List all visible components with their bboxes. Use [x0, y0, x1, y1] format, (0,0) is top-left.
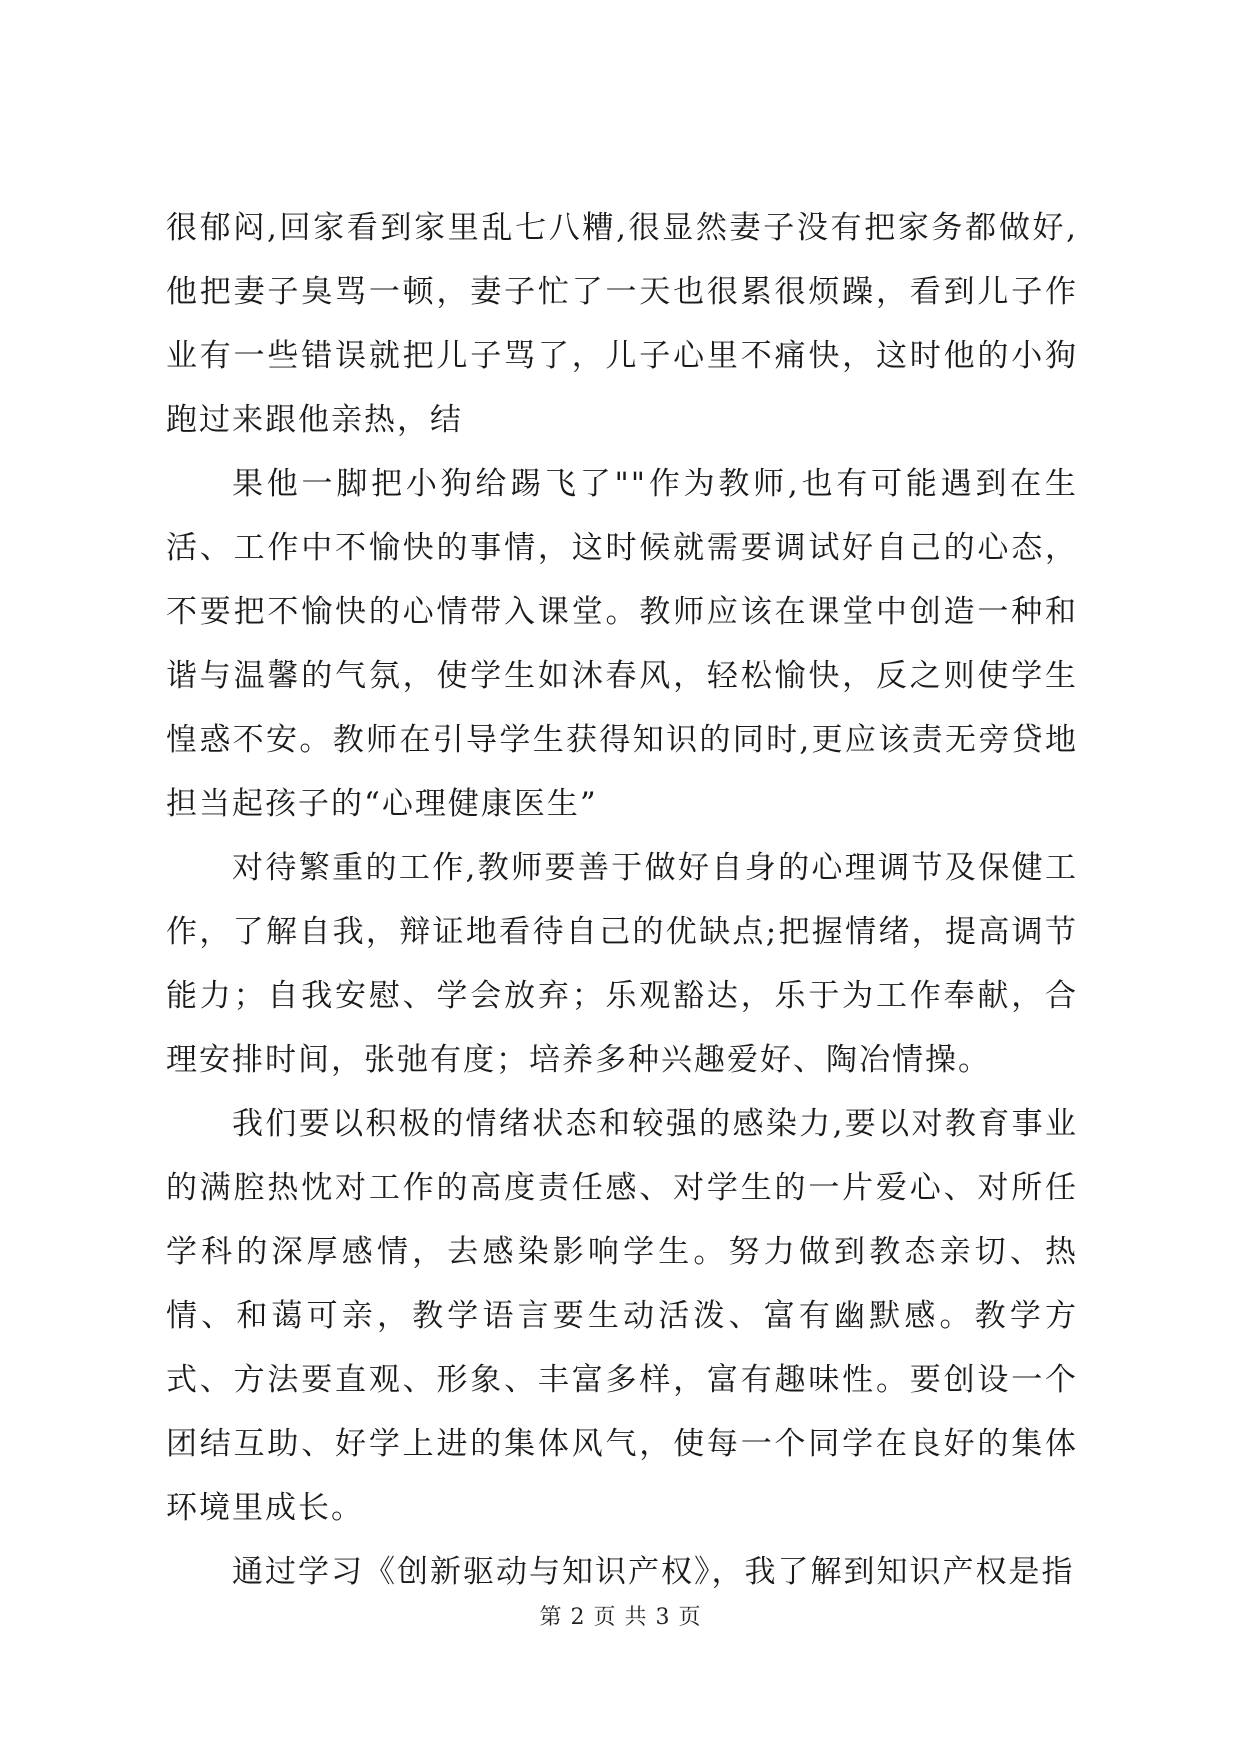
page-footer [0, 1603, 1241, 1633]
paragraph-3: 对待繁重的工作,教师要善于做好自身的心理调节及保健工作，了解自我，辩证地看待自己的优缺点;把握情绪，提高调节能力；自我安慰、学会放弃；乐观豁达，乐于为工作奉献，合理安排时间，张弛有度；培养多种兴趣爱好、陶冶情操。 [166, 850, 1078, 1078]
page-number-label: 第 2 页 共 3 页 [539, 1605, 702, 1630]
paragraph-2: 果他一脚把小狗给踢飞了""作为教师,也有可能遇到在生活、工作中不愉快的事情，这时候就需要调试好自己的心态，不要把不愉快的心情带入课堂。教师应该在课堂中创造一种和谐与温馨的气氛，使学生如沐春风，轻松愉快，反之则使学生惶惑不安。教师在引导学生获得知识的同时,更应该责无旁贷地担当起孩子的“心理健康医生” [166, 466, 1078, 822]
paragraph-5: 通过学习《创新驱动与知识产权》，我了解到知识产权是指 [232, 1554, 1075, 1590]
document-body [166, 196, 1078, 1604]
paragraph-4: 我们要以积极的情绪状态和较强的感染力,要以对教育事业的满腔热忱对工作的高度责任感、对学生的一片爱心、对所任学科的深厚感情，去感染影响学生。努力做到教态亲切、热情、和蔼可亲，教学语言要生动活泼、富有幽默感。教学方式、方法要直观、形象、丰富多样，富有趣味性。要创设一个团结互助、好学上进的集体风气，使每一个同学在良好的集体环境里成长。 [166, 1106, 1078, 1526]
paragraph-1: 很郁闷,回家看到家里乱七八糟,很显然妻子没有把家务都做好,他把妻子臭骂一顿，妻子忙了一天也很累很烦躁，看到儿子作业有一些错误就把儿子骂了，儿子心里不痛快，这时他的小狗跑过来跟他亲热，结 [166, 210, 1078, 438]
